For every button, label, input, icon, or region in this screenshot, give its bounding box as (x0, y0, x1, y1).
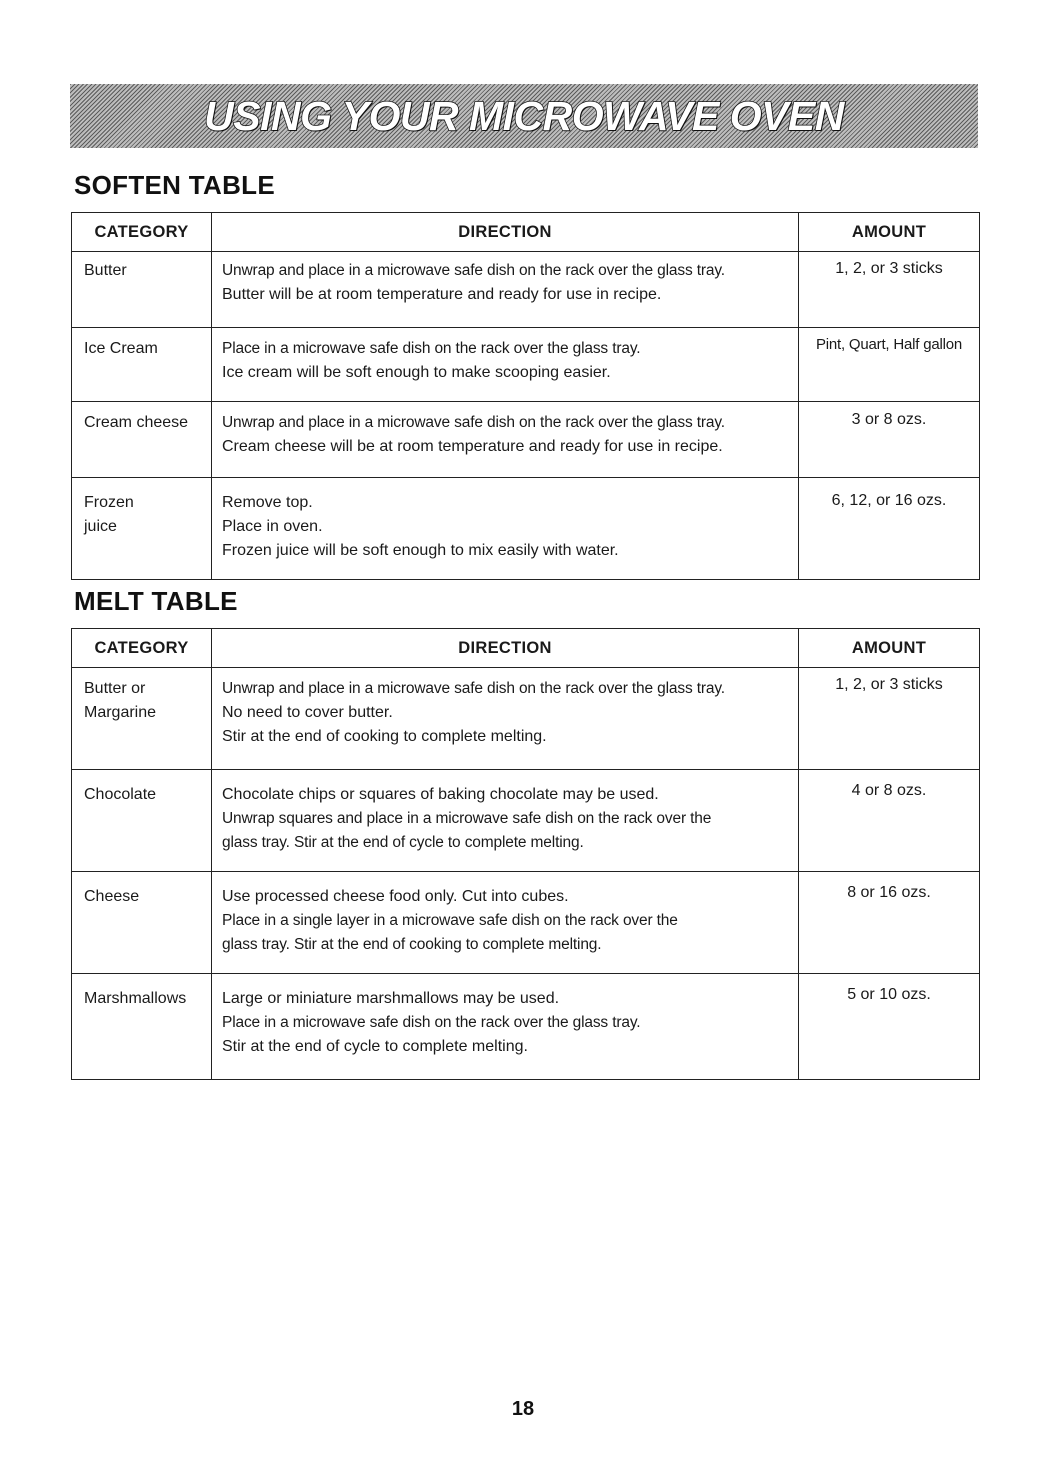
table-row (72, 872, 980, 974)
table-row (72, 770, 980, 872)
table-row (72, 974, 980, 1080)
direction-cell (212, 974, 799, 1080)
soften-table-title: SOFTEN TABLE (74, 170, 275, 200)
direction-line: Place in a microwave safe dish on the rack over the glass tray. (222, 340, 641, 357)
soften-table (71, 212, 980, 580)
page-number: 18 (511, 1398, 535, 1420)
banner-title: USING YOUR MICROWAVE OVEN (204, 92, 844, 139)
direction-cell (212, 872, 799, 974)
direction-line: Large or miniature marshmallows may be used. (222, 990, 560, 1007)
amount-cell: 5 or 10 ozs. (799, 974, 980, 1080)
amount-cell: Pint, Quart, Half gallon (799, 328, 980, 402)
category-cell: Marshmallows (72, 974, 212, 1080)
amount-cell: 8 or 16 ozs. (799, 872, 980, 974)
direction-line: Place in a single layer in a microwave safe dish on the rack over the (222, 912, 678, 929)
table-row (72, 402, 980, 478)
category-cell: Frozen juice (72, 478, 212, 580)
category-cell: Butter (72, 252, 212, 328)
column-header-amount: AMOUNT (799, 213, 980, 252)
amount-cell: 1, 2, or 3 sticks (799, 252, 980, 328)
category-cell: Butter or Margarine (72, 668, 212, 770)
column-header-category: CATEGORY (72, 629, 212, 668)
melt-table (71, 628, 980, 1080)
column-header-category: CATEGORY (72, 213, 212, 252)
direction-line: Unwrap and place in a microwave safe dish on the rack over the glass tray. (222, 262, 725, 279)
direction-line: Stir at the end of cycle to complete melting. (222, 1038, 528, 1055)
amount-cell: 6, 12, or 16 ozs. (799, 478, 980, 580)
direction-cell (212, 770, 799, 872)
column-header-amount: AMOUNT (799, 629, 980, 668)
melt-table-title: MELT TABLE (74, 586, 238, 616)
direction-line: glass tray. Stir at the end of cycle to complete melting. (222, 834, 584, 851)
direction-line: Unwrap and place in a microwave safe dish on the rack over the glass tray. (222, 680, 725, 697)
direction-line: glass tray. Stir at the end of cooking to complete melting. (222, 936, 602, 953)
direction-line: Butter will be at room temperature and ready for use in recipe. (222, 286, 662, 303)
direction-line: Unwrap squares and place in a microwave safe dish on the rack over the (222, 810, 712, 827)
direction-line: Stir at the end of cooking to complete melting. (222, 728, 547, 745)
table-row (72, 478, 980, 580)
direction-line: Use processed cheese food only. Cut into cubes. (222, 888, 569, 905)
amount-cell: 4 or 8 ozs. (799, 770, 980, 872)
table-row (72, 252, 980, 328)
page-banner (70, 84, 978, 148)
direction-line: No need to cover butter. (222, 704, 393, 721)
direction-line: Ice cream will be soft enough to make scooping easier. (222, 364, 611, 381)
amount-cell: 1, 2, or 3 sticks (799, 668, 980, 770)
category-cell: Ice Cream (72, 328, 212, 402)
direction-cell (212, 478, 799, 580)
direction-cell (212, 252, 799, 328)
direction-cell (212, 328, 799, 402)
direction-line: Remove top. (222, 494, 313, 511)
direction-line: Place in a microwave safe dish on the rack over the glass tray. (222, 1014, 641, 1031)
category-cell: Chocolate (72, 770, 212, 872)
direction-line: Frozen juice will be soft enough to mix easily with water. (222, 542, 619, 559)
direction-line: Cream cheese will be at room temperature and ready for use in recipe. (222, 438, 723, 455)
column-header-direction: DIRECTION (212, 213, 799, 252)
amount-cell: 3 or 8 ozs. (799, 402, 980, 478)
table-row (72, 328, 980, 402)
table-row (72, 668, 980, 770)
direction-cell (212, 402, 799, 478)
category-cell: Cream cheese (72, 402, 212, 478)
direction-line: Chocolate chips or squares of baking chocolate may be used. (222, 786, 659, 803)
category-cell: Cheese (72, 872, 212, 974)
direction-line: Unwrap and place in a microwave safe dish on the rack over the glass tray. (222, 414, 725, 431)
table-header-row (72, 213, 980, 252)
table-header-row (72, 629, 980, 668)
direction-line: Place in oven. (222, 518, 323, 535)
direction-cell (212, 668, 799, 770)
column-header-direction: DIRECTION (212, 629, 799, 668)
